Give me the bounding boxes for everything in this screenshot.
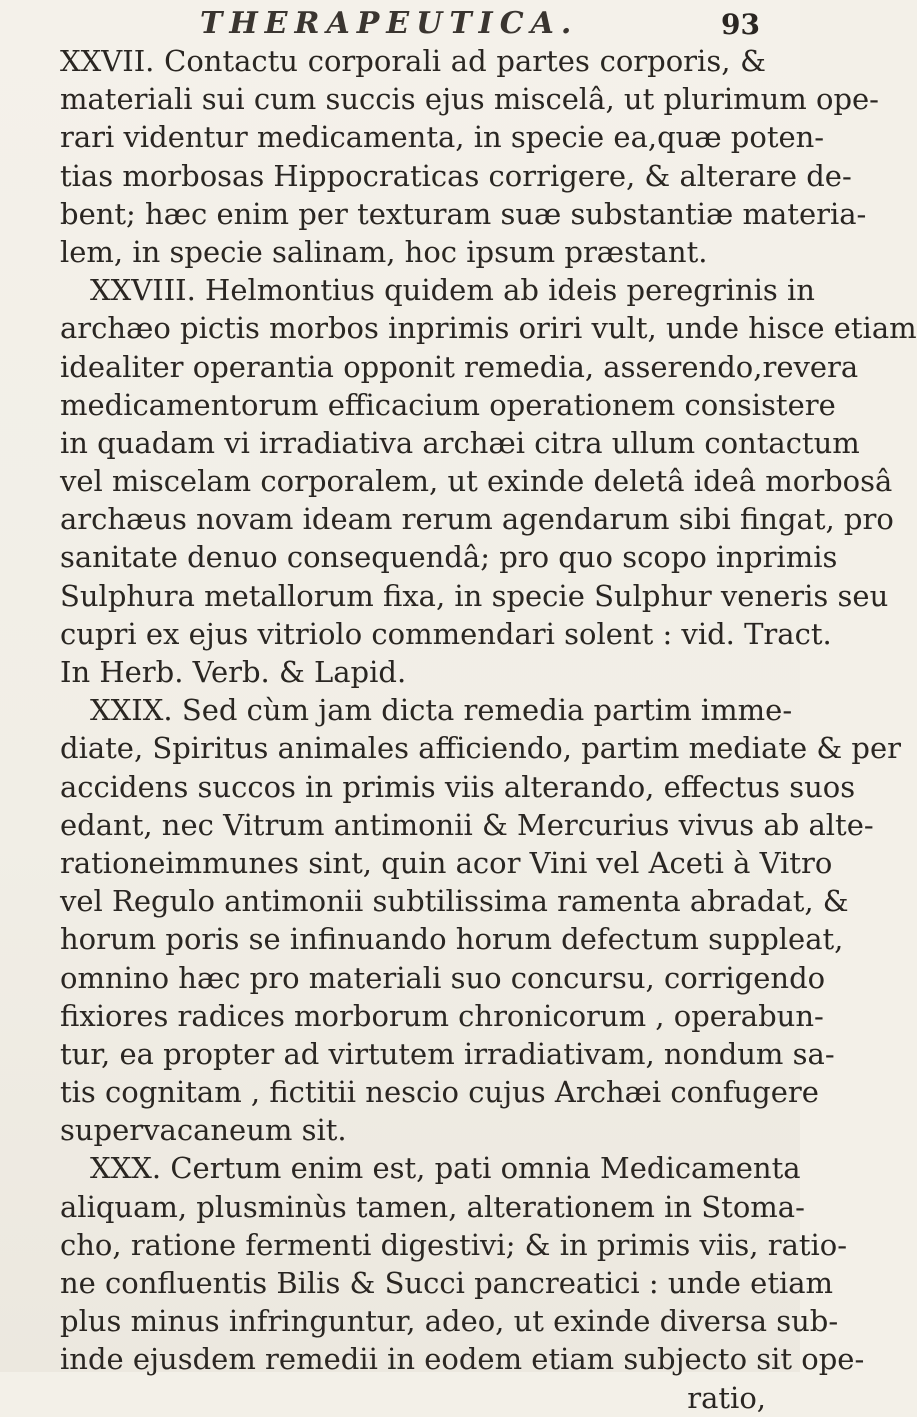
text-line: inde ejusdem remedii in eodem etiam subjecto sit ope- (60, 1342, 865, 1377)
text-line: cupri ex ejus vitriolo commendari solent : vid. Tract. (60, 616, 832, 651)
text-line: tias morbosas Hippocraticas corrigere, & alterare de- (60, 158, 852, 193)
text-line: lem, in specie salinam, hoc ipsum præstant. (60, 234, 708, 269)
text-line: materiali sui cum succis ejus miscelâ, ut plurimum ope- (60, 82, 879, 117)
text-line: idealiter operantia opponit remedia, asserendo,revera (60, 349, 859, 384)
text-line: diate, Spiritus animales afficiendo, partim mediate & per (60, 731, 902, 766)
text-line: in quadam vi irradiativa archæi citra ullum contactum (60, 425, 860, 460)
text-line: archæo pictis morbos inprimis oriri vult, unde hisce etiam (60, 311, 917, 346)
text-line: sanitate denuo consequendâ; pro quo scopo inprimis (60, 540, 838, 575)
text-line: XXVII. Contactu corporali ad partes corporis, & (60, 44, 766, 78)
running-title: THERAPEUTICA. (200, 6, 579, 41)
text-line: cho, ratione fermenti digestivi; & in primis viis, ratio- (60, 1227, 848, 1262)
page-number: 93 (721, 8, 760, 41)
text-line: bent; hæc enim per texturam suæ substantiæ materia- (60, 196, 867, 231)
text-line: medicamentorum efficacium operationem consistere (60, 387, 836, 422)
text-line: archæus novam ideam rerum agendarum sibi fingat, pro (60, 502, 894, 537)
body-text (60, 42, 917, 1417)
text-line: tur, ea propter ad virtutem irradiativam, nondum sa- (60, 1036, 835, 1071)
text-line: tis cognitam , fictitii nescio cujus Archæi confugere (60, 1075, 819, 1110)
text-line: fixiores radices morborum chronicorum , operabun- (60, 998, 824, 1033)
text-line: rari videntur medicamenta, in specie ea,quæ poten- (60, 120, 825, 155)
text-line: XXIX. Sed cùm jam dicta remedia partim imme- (90, 693, 793, 728)
text-line: horum poris se infinuando horum defectum suppleat, (60, 922, 844, 957)
text-line: rationeimmunes sint, quin acor Vini vel Aceti à Vitro (60, 845, 833, 880)
text-line: XXX. Certum enim est, pati omnia Medicamenta (90, 1151, 801, 1186)
text-line: vel miscelam corporalem, ut exinde deletâ ideâ morbosâ (60, 464, 893, 499)
text-line: accidens succos in primis viis alterando, effectus suos (60, 769, 856, 804)
text-line: Sulphura metallorum fixa, in specie Sulphur veneris seu (60, 578, 889, 613)
text-line: omnino hæc pro materiali suo concursu, corrigendo (60, 960, 826, 995)
text-line: In Herb. Verb. & Lapid. (60, 655, 407, 689)
text-line: ne confluentis Bilis & Succi pancreatici : unde etiam (60, 1266, 834, 1300)
text-line: XXVIII. Helmontius quidem ab ideis peregrinis in (90, 273, 815, 308)
catchword: ratio, (687, 1380, 766, 1415)
text-line: vel Regulo antimonii subtilissima ramenta abradat, & (60, 884, 849, 919)
text-line: plus minus infringuntur, adeo, ut exinde diversa sub- (60, 1304, 839, 1339)
text-line: edant, nec Vitrum antimonii & Mercurius vivus ab alte- (60, 807, 874, 842)
page-header (60, 2, 760, 42)
text-line: supervacaneum sit. (60, 1113, 347, 1148)
text-line: aliquam, plusminùs tamen, alterationem in Stoma- (60, 1189, 805, 1224)
